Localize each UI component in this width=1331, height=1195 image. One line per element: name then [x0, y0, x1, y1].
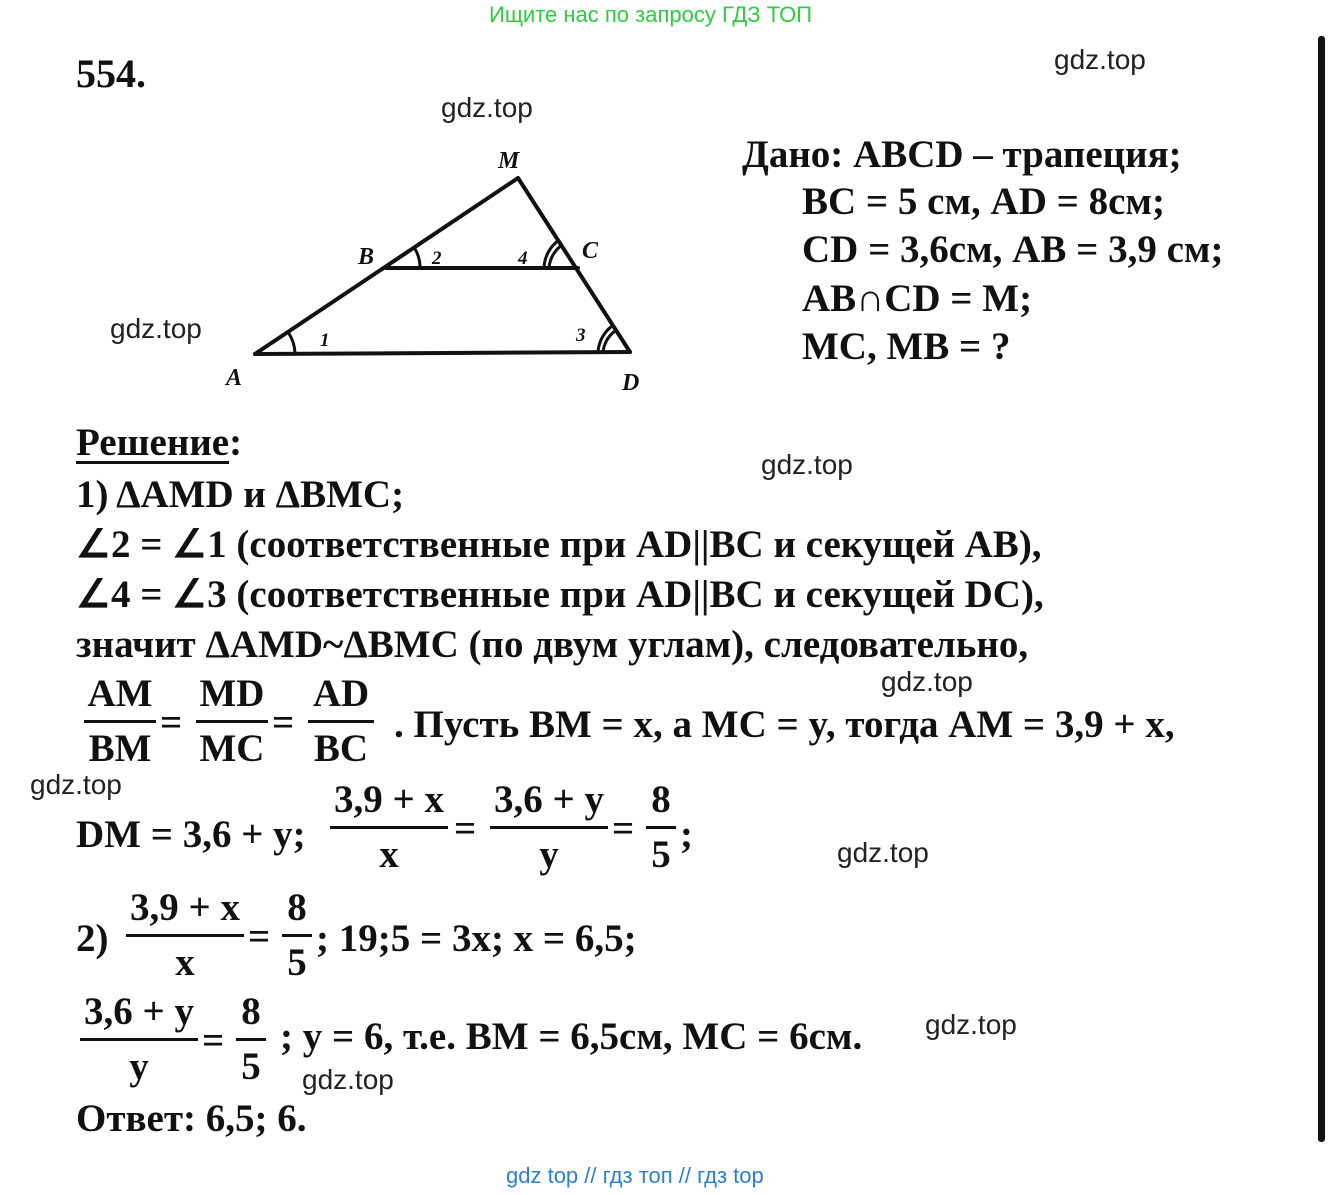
fraction-am-bm: AM BM — [84, 672, 156, 771]
solution-line-8: ; y = 6, т.е. BM = 6,5см, MC = 6см. — [280, 1015, 863, 1058]
given-line-3: CD = 3,6см, AB = 3,9 см; — [802, 228, 1224, 271]
fraction-39x-x: 3,9 + x x — [126, 886, 244, 985]
solution-heading: Решение: — [76, 421, 243, 464]
vertex-C: C — [582, 238, 599, 264]
solution-line-5: . Пусть BM = x, а MC = y, тогда AM = 3,9 + x, — [394, 703, 1175, 746]
fraction-8-5: 8 5 — [282, 886, 312, 985]
fraction-39x-x: 3,9 + x x — [330, 778, 448, 877]
angle-label-2: 2 — [432, 248, 442, 269]
equals-sign: = — [454, 807, 477, 850]
trapezoid-figure — [210, 140, 670, 400]
given-line-2: BC = 5 см, AD = 8см; — [802, 180, 1165, 223]
watermark: gdz.top — [837, 837, 929, 868]
angle-label-3: 3 — [576, 325, 586, 346]
watermark: gdz.top — [1054, 44, 1146, 75]
vertex-D: D — [622, 370, 640, 396]
fraction-ad-bc: AD BC — [308, 672, 374, 771]
given-line-5: MC, MB = ? — [802, 325, 1011, 368]
solution-line-4: значит ΔAMD~ΔBMC (по двум углам), следовательно, — [76, 623, 1029, 666]
fraction-8-5: 8 5 — [646, 778, 676, 877]
equals-sign: = — [248, 915, 271, 958]
watermark: gdz.top — [30, 769, 122, 800]
step-2-label: 2) — [76, 917, 109, 960]
solution-line-3: ∠4 = ∠3 (соответственные при AD||BC и секущей DC), — [76, 573, 1044, 616]
semicolon: ; — [680, 813, 693, 856]
vertex-B: B — [358, 244, 375, 270]
angle-label-1: 1 — [320, 330, 330, 351]
vertex-A: A — [226, 365, 243, 391]
solution-line-7: ; 19;5 = 3x; x = 6,5; — [316, 917, 637, 960]
equals-sign: = — [202, 1019, 225, 1062]
solution-line-2: ∠2 = ∠1 (соответственные при AD||BC и секущей AB), — [76, 523, 1042, 566]
answer: Ответ: 6,5; 6. — [76, 1097, 307, 1140]
solution-line-6: DM = 3,6 + y; — [76, 813, 306, 856]
watermark: gdz.top — [881, 666, 973, 697]
solution-line-1: 1) ΔAMD и ΔBMC; — [76, 473, 405, 516]
fraction-36y-y: 3,6 + y y — [80, 990, 198, 1089]
watermark: gdz.top — [302, 1064, 394, 1095]
page-edge — [1318, 36, 1325, 1142]
watermark: gdz.top — [441, 92, 533, 123]
watermark: gdz.top — [110, 313, 202, 344]
watermark: gdz.top — [761, 449, 853, 480]
given-line-1: Дано: ABCD – трапеция; — [742, 133, 1182, 176]
equals-sign: = — [272, 701, 295, 744]
fraction-36y-y: 3,6 + y y — [490, 778, 608, 877]
fraction-md-mc: MD MC — [196, 672, 268, 771]
angle-label-4: 4 — [518, 248, 528, 269]
problem-number: 554. — [76, 51, 146, 96]
given-line-4: AB∩CD = M; — [802, 277, 1033, 320]
equals-sign: = — [612, 807, 635, 850]
footer-links[interactable]: gdz top // гдз топ // гдз top — [506, 1163, 764, 1188]
equals-sign: = — [160, 701, 183, 744]
fraction-8-5: 8 5 — [236, 990, 266, 1089]
watermark: gdz.top — [925, 1009, 1017, 1040]
vertex-M: M — [498, 148, 520, 174]
top-banner[interactable]: Ищите нас по запросу ГДЗ ТОП — [489, 2, 813, 27]
